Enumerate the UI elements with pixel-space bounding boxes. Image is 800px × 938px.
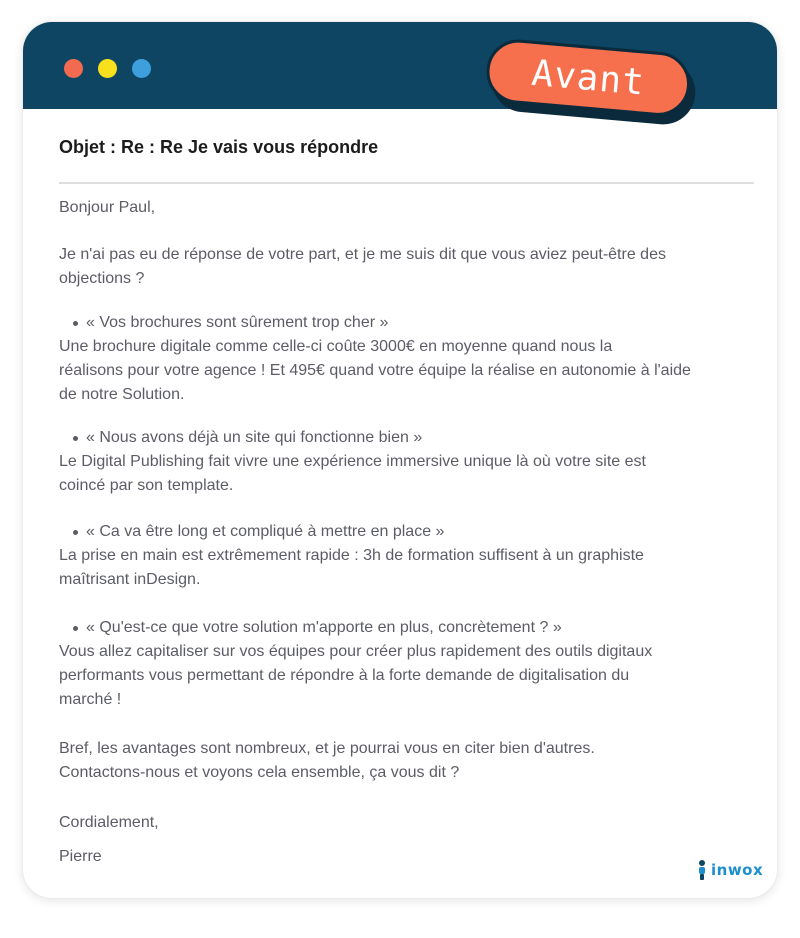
brand-logo [696, 860, 763, 880]
objection-1-line-1: Une brochure digitale comme celle-ci coûte 3000€ en moyenne quand nous la [59, 338, 613, 355]
inwox-logo-icon [696, 860, 708, 880]
objection-2-line-1: Le Digital Publishing fait vivre une expérience immersive unique là où votre site est [59, 453, 646, 470]
close-window-button[interactable] [64, 59, 83, 78]
objection-quote-1: « Vos brochures sont sûrement trop cher » [76, 311, 388, 335]
objection-1-line-2: réalisons pour votre agence ! Et 495€ quand votre équipe la réalise en autonomie à l'aide [59, 362, 691, 379]
closing-line-1: Bref, les avantages sont nombreux, et je pourrai vous en citer bien d'autres. [59, 740, 595, 757]
objection-4-line-2: performants vous permettant de répondre à la forte demande de digitalisation du [59, 667, 630, 684]
maximize-window-button[interactable] [132, 59, 151, 78]
objection-4-line-1: Vous allez capitaliser sur vos équipes pour créer plus rapidement des outils digitaux [59, 643, 653, 660]
minimize-window-button[interactable] [98, 59, 117, 78]
closing-line-2: Contactons-nous et voyons cela ensemble, ça vous dit ? [59, 764, 460, 781]
email-subject: Objet : Re : Re Je vais vous répondre [59, 137, 379, 157]
greeting: Bonjour Paul, [59, 199, 156, 216]
intro-line-2: objections ? [59, 270, 145, 287]
objection-1-line-3: de notre Solution. [59, 386, 185, 403]
badge-label: Avant [484, 37, 693, 119]
subject-divider [59, 182, 754, 184]
objection-3-line-1: La prise en main est extrêmement rapide : 3h de formation suffisent à un graphiste [59, 547, 644, 564]
objection-quote-4: « Qu'est-ce que votre solution m'apporte en plus, concrètement ? » [76, 616, 562, 640]
signoff: Cordialement, [59, 814, 159, 831]
objection-quote-3: « Ca va être long et compliqué à mettre en place » [76, 520, 444, 544]
objection-3-line-2: maîtrisant inDesign. [59, 571, 201, 588]
objection-quote-2: « Nous avons déjà un site qui fonctionne bien » [76, 426, 422, 450]
objection-4-line-3: marché ! [59, 691, 122, 708]
brand-logo-text: inwox [711, 861, 764, 879]
signature: Pierre [59, 848, 102, 865]
intro-line-1: Je n'ai pas eu de réponse de votre part, et je me suis dit que vous aviez peut-être des [59, 246, 666, 263]
objection-2-line-2: coincé par son template. [59, 477, 234, 494]
